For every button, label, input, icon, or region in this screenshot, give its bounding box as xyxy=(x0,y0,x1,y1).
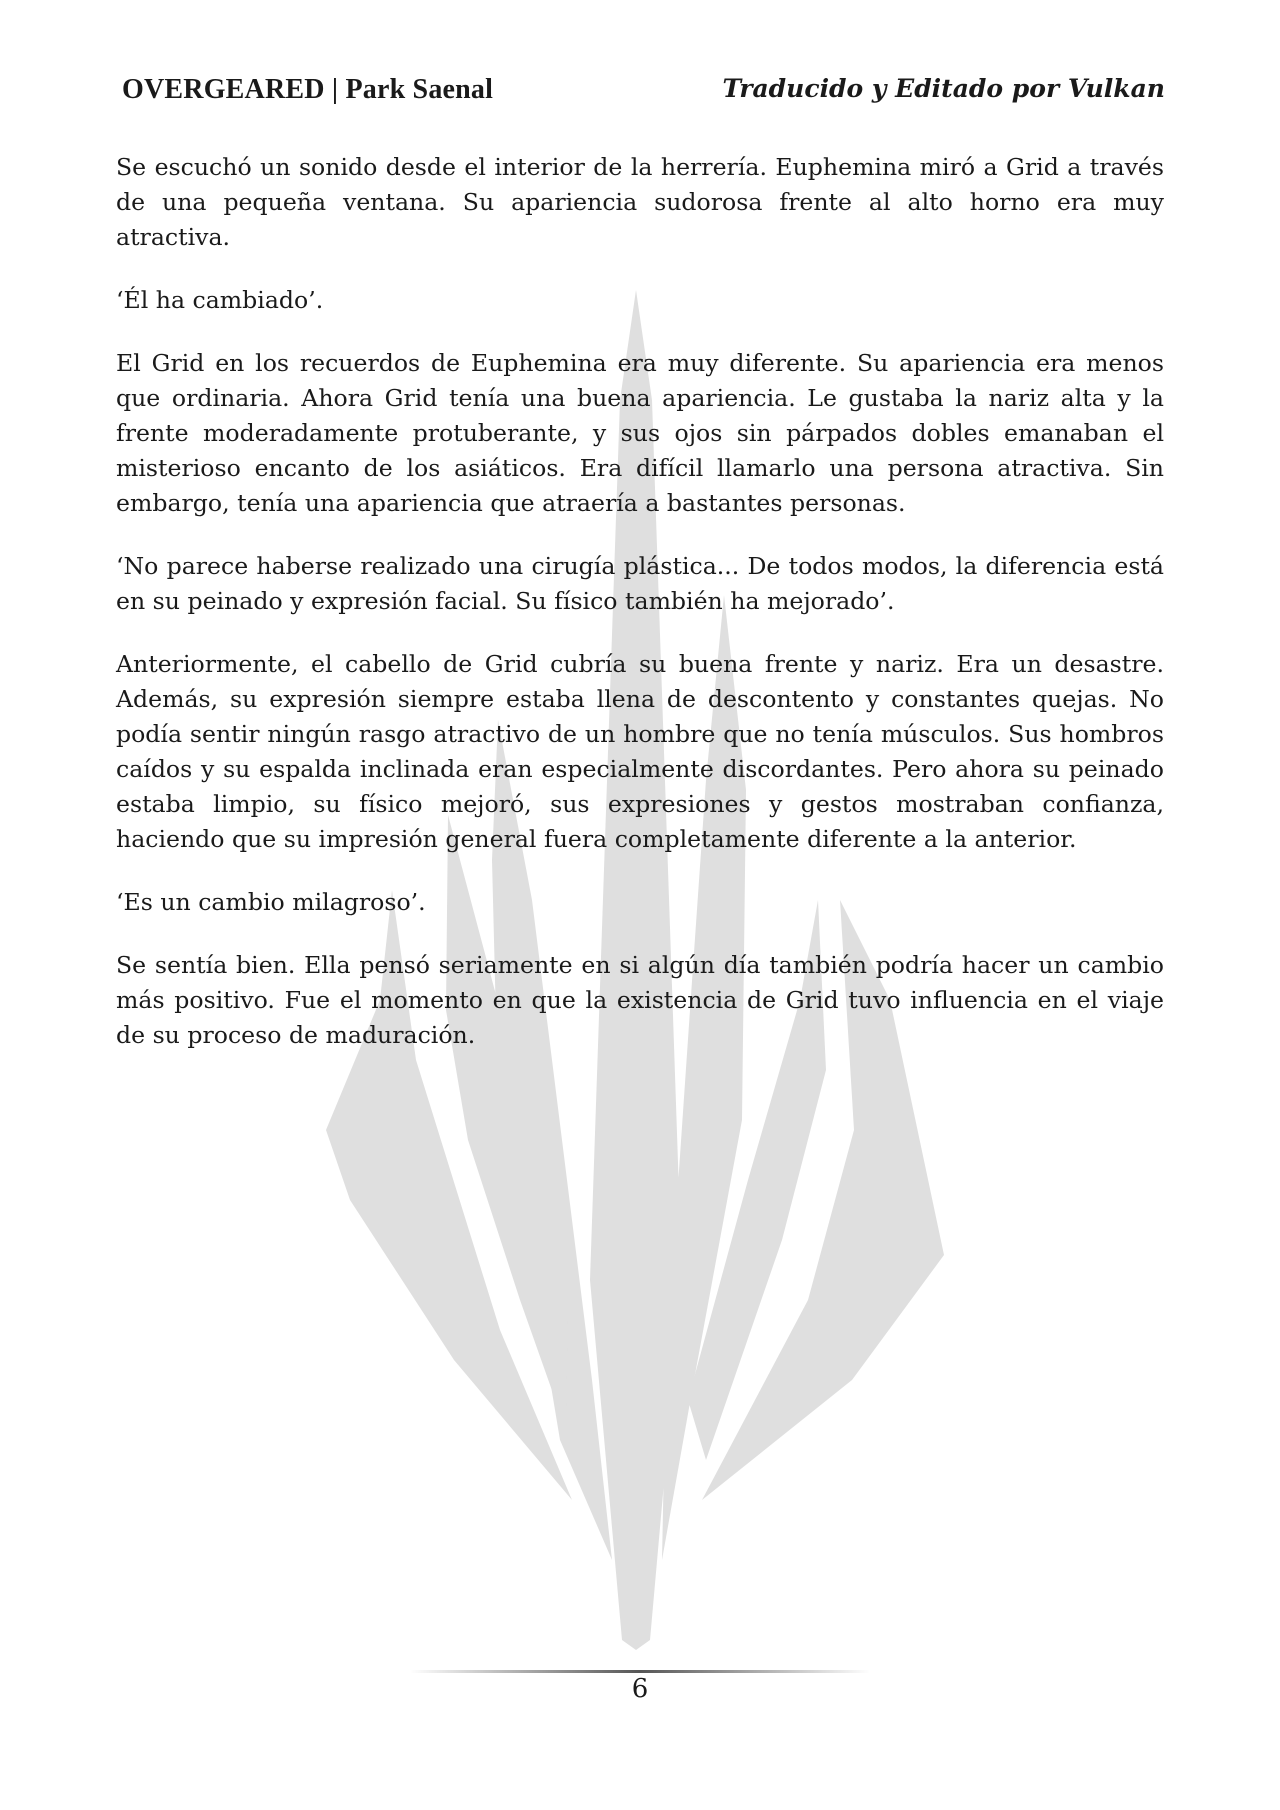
paragraph: ‘Él ha cambiado’. xyxy=(116,286,324,314)
paragraph: El Grid en los recuerdos de Euphemina era muy diferente. Su apariencia era menos que ordinaria. Ahora Grid tenía una buena apariencia. Le gustaba la nariz alta y la frente moderadamente protuberante, y sus ojos sin párpados dobles emanaban el misterioso encanto de los asiáticos. Era difícil llamarlo una persona atractiva. Sin embargo, tenía una apariencia que atraería a bastantes personas. xyxy=(116,349,1164,517)
translator-credit: Traducido y Editado por Vulkan xyxy=(722,74,1165,103)
paragraph: Se escuchó un sonido desde el interior de la herrería. Euphemina miró a Grid a través de una pequeña ventana. Su apariencia sudorosa frente al alto horno era muy atractiva. xyxy=(116,153,1164,251)
paragraph: Se sentía bien. Ella pensó seriamente en si algún día también podría hacer un cambio más positivo. Fue el momento en que la existencia de Grid tuvo influencia en el viaje de su proceso de maduración. xyxy=(116,951,1164,1049)
footer-divider xyxy=(410,1670,870,1673)
chapter-body xyxy=(116,150,1164,1081)
paragraph: ‘No parece haberse realizado una cirugía plástica... De todos modos, la diferencia está en su peinado y expresión facial. Su físico también ha mejorado’. xyxy=(116,552,1164,615)
paragraph: Anteriormente, el cabello de Grid cubría su buena frente y nariz. Era un desastre. Además, su expresión siempre estaba llena de descontento y constantes quejas. No podía sentir ningún rasgo atractivo de un hombre que no tenía músculos. Sus hombros caídos y su espalda inclinada eran especialmente discordantes. Pero ahora su peinado estaba limpio, su físico mejoró, sus expresiones y gestos mostraban confianza, haciendo que su impresión general fuera completamente diferente a la anterior. xyxy=(116,650,1164,853)
paragraph: ‘Es un cambio milagroso’. xyxy=(116,888,426,916)
book-title: OVERGEARED | Park Saenal xyxy=(122,74,494,105)
page-number: 6 xyxy=(631,1674,649,1704)
page-header xyxy=(122,74,1165,114)
